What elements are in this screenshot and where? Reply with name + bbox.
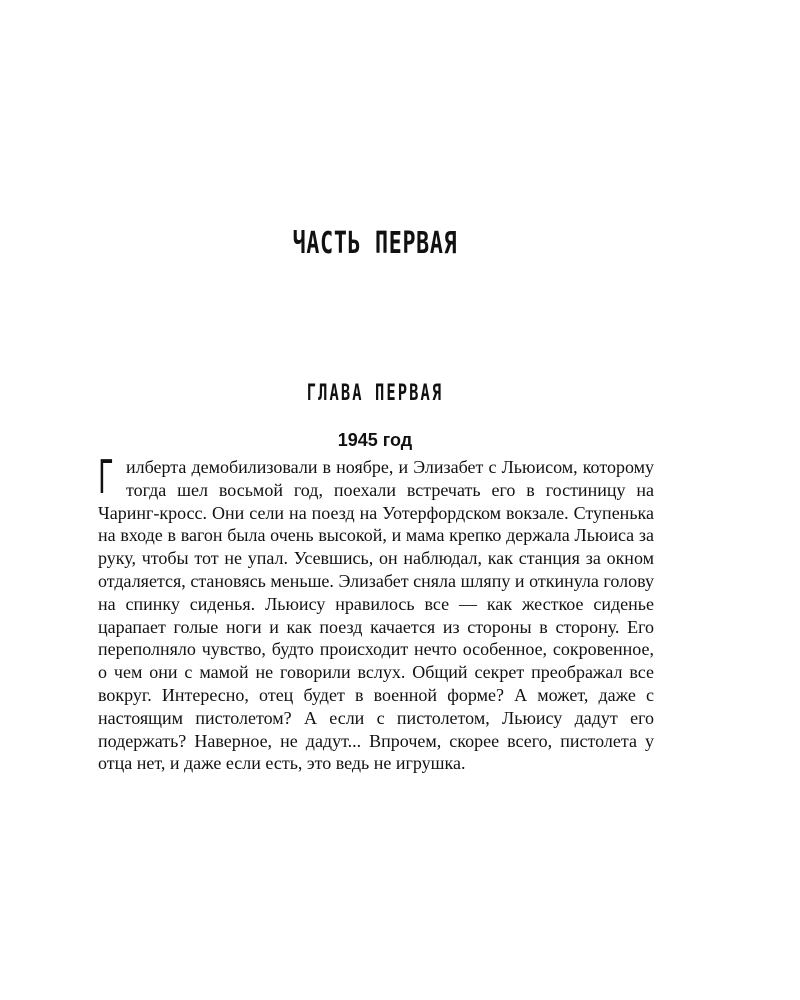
body-paragraph [98,450,654,775]
chapter-year: 1945 год [337,430,413,450]
chapter-title: ГЛАВА ПЕРВАЯ [306,381,444,406]
part-title: ЧАСТЬ ПЕРВАЯ [292,226,458,261]
paragraph-text: илберта демобилизовали в ноябре, и Элизабет с Льюисом, которому тогда шел восьмой год, поехали встречать его в гостиницу на Чаринг-кросс. Они сели на поезд на Уотерфордском вокзале. Ступенька на входе в вагон была очень высокой, и мама крепко держала Льюиса за руку, чтобы тот не упал. Усевшись, он наблюдал, как станция за окном отдаляется, становясь меньше. Элизабет сняла шляпу и откинула голову на спинку сиденья. Льюису нравилось все — как жесткое сиденье царапает голые ноги и как поезд качается из стороны в сторону. Его переполняло чувство, будто происходит нечто особенное, сокровенное, о чем они с мамой не говорили вслух. Общий секрет преображал все вокруг. Интересно, отец будет в военной форме? А может, даже с настоящим пистолетом? А если с пистолетом, Льюису дадут его подержать? Наверное, не дадут... Впрочем, скорее всего, пистолета у отца нет, и даже если есть, это ведь не игрушка. [98,457,654,774]
drop-cap: Г [98,450,114,504]
